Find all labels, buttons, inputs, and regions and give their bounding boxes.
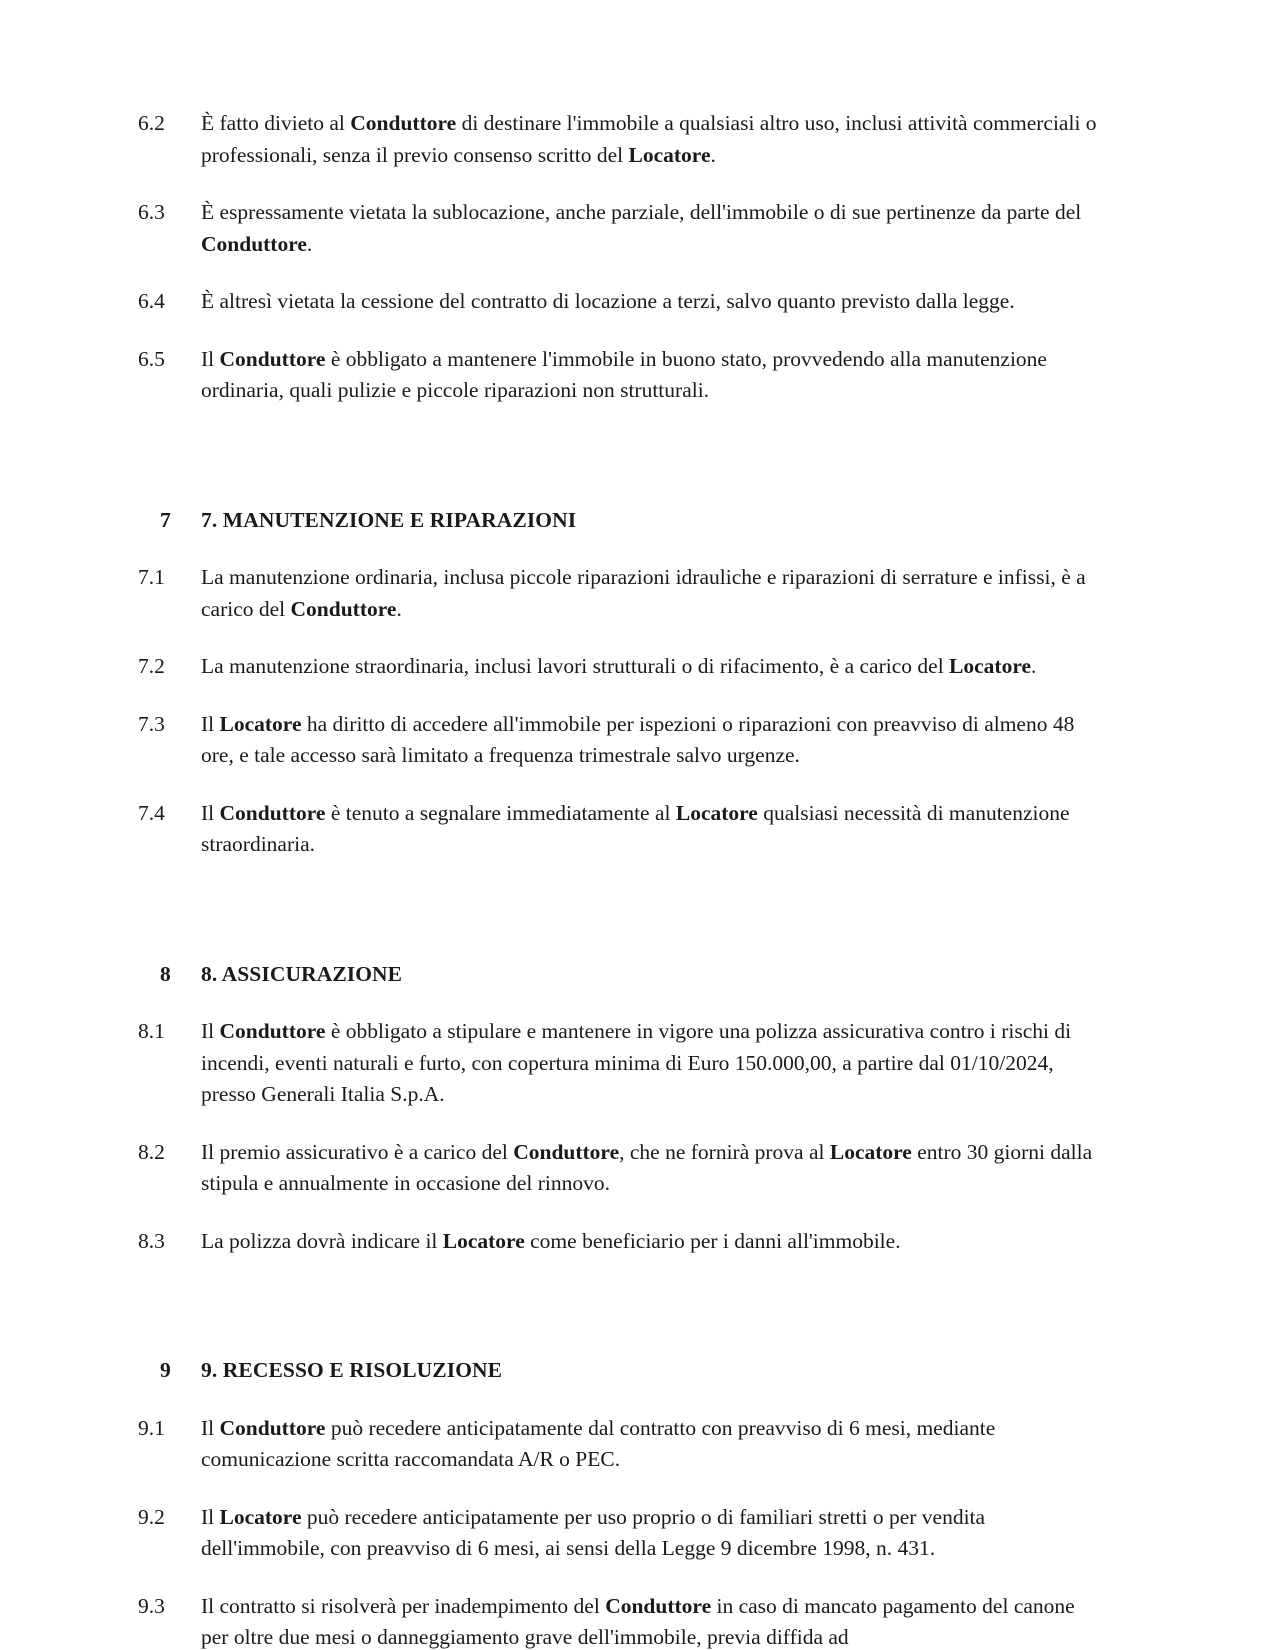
emphasised-term: Conduttore bbox=[219, 1019, 326, 1043]
text-run: La manutenzione ordinaria, inclusa piccole riparazioni idrauliche e riparazioni di serrature e infissi, è a carico del bbox=[201, 565, 1086, 621]
clause-item bbox=[138, 286, 1098, 318]
text-run: entro 30 giorni dalla stipula e annualmente in occasione del rinnovo. bbox=[201, 1139, 1093, 1195]
emphasised-term: Locatore bbox=[675, 800, 758, 825]
text-run: Il bbox=[201, 1019, 220, 1043]
section-title: 9. RECESSO E RISOLUZIONE bbox=[201, 1358, 503, 1382]
clause-item bbox=[138, 197, 1098, 260]
emphasised-term: Locatore bbox=[442, 1228, 525, 1253]
clause-number: 6.2 bbox=[138, 111, 165, 135]
emphasised-term: Conduttore bbox=[219, 1415, 326, 1440]
clause-text bbox=[201, 1502, 1098, 1565]
clause-item bbox=[138, 1226, 1098, 1258]
clause-item bbox=[138, 1016, 1098, 1111]
section-title: 8. ASSICURAZIONE bbox=[201, 961, 403, 986]
clause-text bbox=[201, 651, 1098, 683]
clause-number: 9.3 bbox=[138, 1593, 165, 1618]
clause-item bbox=[138, 562, 1098, 625]
text-run: . bbox=[710, 142, 716, 167]
clause-item bbox=[138, 651, 1098, 683]
emphasised-term: Conduttore bbox=[513, 1139, 620, 1164]
section-spacer bbox=[138, 433, 1098, 505]
clause-text bbox=[201, 1137, 1098, 1200]
clause-text bbox=[201, 286, 1098, 318]
section-spacer bbox=[138, 887, 1098, 959]
text-run: in caso di mancato pagamento del canone per oltre due mesi o danneggiamento grave dell'immobile, previa diffida ad bbox=[201, 1593, 1075, 1649]
clause-number: 7.4 bbox=[138, 800, 165, 825]
text-run: Il bbox=[201, 1415, 220, 1440]
clause-number: 8.2 bbox=[138, 1139, 165, 1164]
clause-text bbox=[201, 709, 1098, 772]
text-run: Il bbox=[201, 1504, 220, 1529]
clause-number: 8.3 bbox=[138, 1228, 165, 1253]
clause-number: 9.2 bbox=[138, 1504, 165, 1529]
clause-text bbox=[201, 344, 1098, 407]
text-run: La manutenzione straordinaria, inclusi lavori strutturali o di rifacimento, è a carico del bbox=[201, 654, 950, 678]
clause-item bbox=[138, 798, 1098, 861]
emphasised-term: Conduttore bbox=[350, 111, 457, 135]
clause-text bbox=[201, 798, 1098, 861]
emphasised-term: Locatore bbox=[949, 654, 1032, 678]
clause-number: 6.4 bbox=[138, 289, 165, 313]
text-run: può recedere anticipatamente dal contratto con preavviso di 6 mesi, mediante comunicazione scritta raccomandata A/R o PEC. bbox=[201, 1415, 996, 1471]
clause-text bbox=[201, 1413, 1098, 1476]
clause-item bbox=[138, 108, 1098, 171]
emphasised-term: Conduttore bbox=[201, 231, 307, 256]
clause-item bbox=[138, 1137, 1098, 1200]
clause-text bbox=[201, 1226, 1098, 1258]
clause-text bbox=[201, 108, 1098, 171]
text-run: è obbligato a mantenere l'immobile in buono stato, provvedendo alla manutenzione ordinaria, quali pulizie e piccole riparazioni non strutturali. bbox=[201, 346, 1047, 402]
clause-number: 8.1 bbox=[138, 1019, 165, 1043]
emphasised-term: Conduttore bbox=[290, 596, 397, 621]
clause-text bbox=[201, 1016, 1098, 1111]
text-run: qualsiasi necessità di manutenzione straordinaria. bbox=[201, 800, 1070, 856]
clause-number: 6.3 bbox=[138, 200, 165, 224]
text-run: di destinare l'immobile a qualsiasi altro uso, inclusi attività commerciali o professionali, senza il previo consenso scritto del bbox=[201, 111, 1097, 167]
section-heading bbox=[138, 959, 1098, 991]
text-run: può recedere anticipatamente per uso proprio o di familiari stretti o per vendita dell'immobile, con preavviso di 6 mesi, ai sensi della Legge 9 dicembre 1998, n. 431. bbox=[201, 1504, 986, 1560]
clause-item bbox=[138, 344, 1098, 407]
text-run: È espressamente vietata la sublocazione, anche parziale, dell'immobile o di sue pertinenze da parte del bbox=[201, 200, 1082, 224]
section-number: 7 bbox=[160, 507, 171, 532]
emphasised-term: Locatore bbox=[219, 711, 302, 736]
text-run: . bbox=[396, 596, 402, 621]
emphasised-term: Conduttore bbox=[219, 346, 326, 371]
text-run: è obbligato a stipulare e mantenere in vigore una polizza assicurativa contro i rischi di incendi, eventi naturali e furto, con copertura minima di Euro 150.000,00, a partire dal 01/10/2024, presso Generali Italia S.p.A. bbox=[201, 1019, 1072, 1106]
section-number: 9 bbox=[160, 1358, 171, 1382]
clause-item bbox=[138, 1413, 1098, 1476]
text-run: come beneficiario per i danni all'immobile. bbox=[524, 1228, 901, 1253]
clause-number: 6.5 bbox=[138, 346, 165, 371]
section-heading bbox=[138, 505, 1098, 537]
text-run: è tenuto a segnalare immediatamente al bbox=[325, 800, 676, 825]
clause-number: 7.3 bbox=[138, 711, 165, 736]
text-run: Il contratto si risolverà per inadempimento del bbox=[201, 1593, 606, 1618]
section-spacer bbox=[138, 1283, 1098, 1355]
clause-number: 9.1 bbox=[138, 1415, 165, 1440]
document-body bbox=[138, 108, 1098, 1650]
clause-text bbox=[201, 197, 1098, 260]
emphasised-term: Conduttore bbox=[605, 1593, 712, 1618]
emphasised-term: Locatore bbox=[829, 1139, 912, 1164]
emphasised-term: Conduttore bbox=[219, 800, 326, 825]
text-run: È altresì vietata la cessione del contratto di locazione a terzi, salvo quanto previsto dalla legge. bbox=[201, 289, 1015, 313]
section-number: 8 bbox=[160, 961, 171, 986]
text-run: Il bbox=[201, 800, 220, 825]
clause-item bbox=[138, 1591, 1098, 1650]
text-run: Il premio assicurativo è a carico del bbox=[201, 1139, 514, 1164]
text-run: Il bbox=[201, 346, 220, 371]
clause-text bbox=[201, 562, 1098, 625]
text-run: È fatto divieto al bbox=[201, 111, 351, 135]
emphasised-term: Locatore bbox=[628, 142, 711, 167]
clause-number: 7.2 bbox=[138, 654, 165, 678]
text-run: Il bbox=[201, 711, 220, 736]
section-heading bbox=[138, 1355, 1098, 1387]
text-run: ha diritto di accedere all'immobile per ispezioni o riparazioni con preavviso di almeno 48 ore, e tale accesso sarà limitato a frequenza trimestrale salvo urgenze. bbox=[201, 711, 1075, 767]
clause-item bbox=[138, 1502, 1098, 1565]
text-run: . bbox=[306, 231, 313, 256]
text-run: . bbox=[1031, 654, 1037, 678]
text-run: La polizza dovrà indicare il bbox=[201, 1228, 443, 1253]
clause-number: 7.1 bbox=[138, 565, 165, 589]
text-run: , che ne fornirà prova al bbox=[619, 1139, 830, 1164]
section-title: 7. MANUTENZIONE E RIPARAZIONI bbox=[201, 507, 577, 532]
emphasised-term: Locatore bbox=[219, 1504, 302, 1529]
clause-text bbox=[201, 1591, 1098, 1650]
clause-item bbox=[138, 709, 1098, 772]
